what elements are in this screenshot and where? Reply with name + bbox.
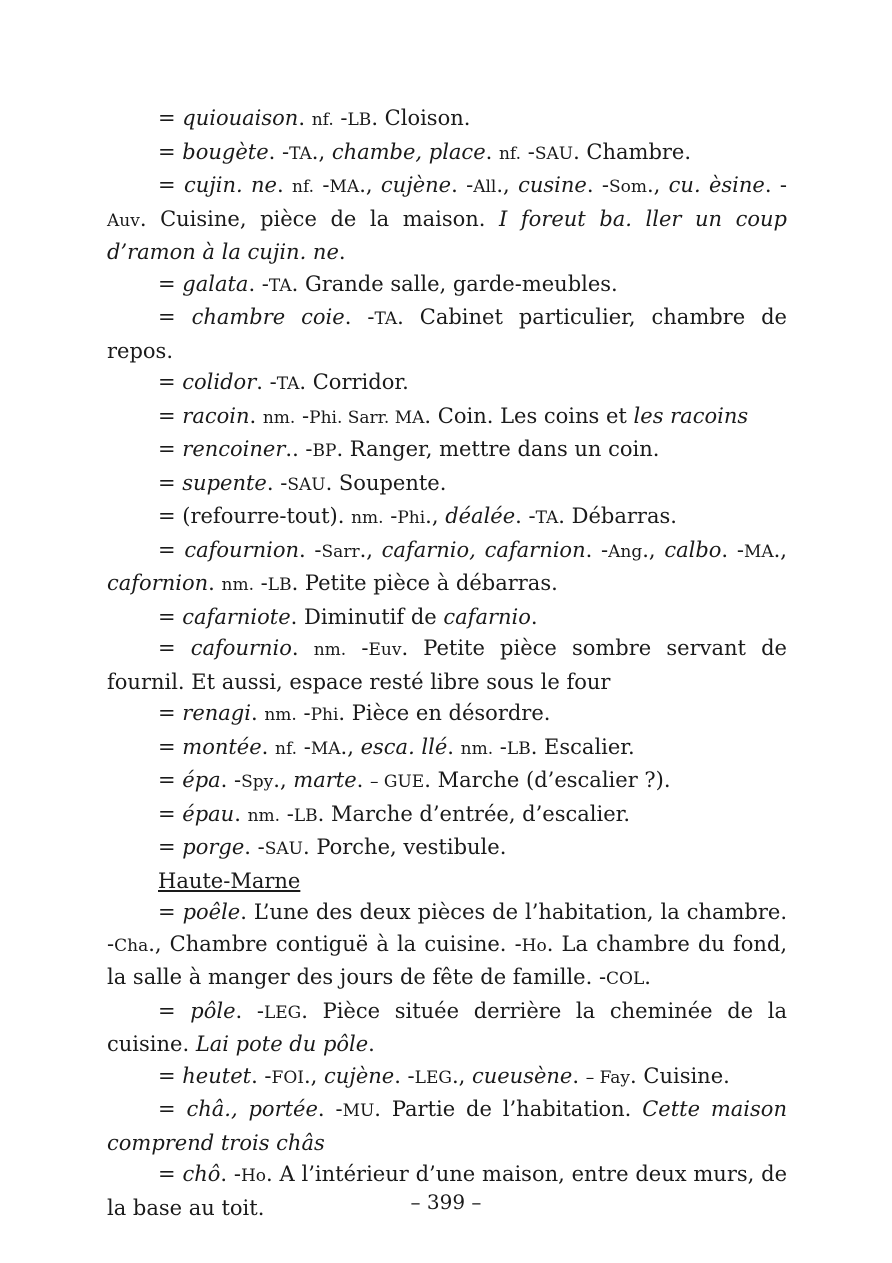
entry-text: - <box>383 504 398 528</box>
dictionary-entry <box>107 434 787 468</box>
entry-text: . - <box>235 998 264 1023</box>
document-body <box>107 103 787 1224</box>
entry-text: . Pièce située derrière la cheminée de la cuisine. <box>107 998 787 1056</box>
entry-text: . - <box>451 173 474 197</box>
entry-text: . <box>338 240 346 264</box>
abbreviation: FOI <box>271 1067 304 1088</box>
entry-text: = <box>158 537 185 562</box>
italic-term: marte <box>293 768 357 792</box>
abbreviation: Euv <box>368 640 402 660</box>
entry-text: = <box>158 604 183 629</box>
abbreviation: nf. <box>498 143 522 164</box>
entry-text: . <box>572 1063 586 1088</box>
entry-text: . - <box>248 271 269 296</box>
entry-text: . <box>249 403 263 428</box>
abbreviation: TA <box>268 275 292 296</box>
dictionary-entry <box>107 468 787 502</box>
abbreviation: LB <box>506 738 531 759</box>
entry-text: . <box>530 604 538 629</box>
entry-text: . Corridor. <box>299 370 409 394</box>
abbreviation: SAU <box>287 474 326 495</box>
page-number: – 399 – <box>410 1190 482 1214</box>
dictionary-entry <box>107 170 787 269</box>
entry-text: . <box>644 965 651 989</box>
italic-term: bougète <box>182 139 269 164</box>
abbreviation: nf. <box>292 177 315 197</box>
dictionary-entry <box>107 367 787 401</box>
entry-text: . - <box>515 504 536 528</box>
abbreviation: – Fay <box>585 1067 631 1088</box>
entry-text: . <box>485 139 499 164</box>
italic-term: poêle <box>182 900 241 924</box>
dictionary-entry <box>107 799 787 833</box>
entry-text: . - <box>299 537 322 562</box>
dictionary-entry <box>107 1061 787 1095</box>
entry-text: - <box>297 734 311 759</box>
entry-text: . - <box>244 835 265 859</box>
dictionary-entry <box>107 602 787 634</box>
italic-term: chô <box>182 1162 221 1186</box>
italic-term: cueusène <box>471 1063 573 1088</box>
abbreviation: nf. <box>311 110 334 130</box>
entry-text: . Escalier. <box>530 734 635 759</box>
italic-term: quiouaison <box>182 106 299 130</box>
italic-term: cafarnio, cafarnion <box>381 537 586 562</box>
entry-text: ., <box>496 173 519 197</box>
entry-text: ., <box>773 537 787 562</box>
entry-text: ., <box>425 504 446 528</box>
entry-text: . - <box>344 305 375 329</box>
italic-term: cu. èsine <box>668 173 765 197</box>
italic-term: galata <box>182 271 249 296</box>
entry-text: . <box>234 801 248 826</box>
entry-text: = <box>158 998 191 1023</box>
abbreviation: MA <box>310 738 341 759</box>
entry-text: . Diminutif de <box>290 604 444 629</box>
abbreviation: TA <box>374 309 398 329</box>
entry-text: = <box>158 701 183 725</box>
entry-text: = <box>158 1097 187 1121</box>
entry-text: . - <box>251 1063 272 1088</box>
entry-text: . L’une des deux pièces de l’habitation, la chambre. - <box>107 900 788 956</box>
entry-text: ., <box>642 537 665 562</box>
entry-text: - <box>296 701 311 725</box>
entry-text: ., <box>646 173 669 197</box>
abbreviation: All <box>473 177 497 197</box>
abbreviation: Phi. Sarr. MA <box>309 407 425 428</box>
dictionary-entry <box>107 996 787 1061</box>
italic-term: cujène <box>380 173 452 197</box>
entry-text: - <box>280 801 294 826</box>
entry-text: . Partie de l’habitation. <box>374 1097 643 1121</box>
abbreviation: TA <box>276 374 300 394</box>
abbreviation: Phi <box>310 705 339 725</box>
entry-text: ., <box>340 734 361 759</box>
abbreviation: MA <box>329 177 360 197</box>
entry-text: . - <box>586 173 609 197</box>
abbreviation: Spy <box>241 772 274 792</box>
italic-term: les racoins <box>633 403 749 428</box>
italic-term: calbo <box>664 537 722 562</box>
entry-text: = <box>158 370 183 394</box>
italic-term: épa <box>182 768 221 792</box>
italic-term: châ., portée <box>186 1097 318 1121</box>
entry-text: . - <box>220 1162 241 1186</box>
entry-text: = <box>158 403 183 428</box>
entry-text: . <box>276 173 293 197</box>
entry-text: = <box>158 173 184 197</box>
abbreviation: Cha <box>114 935 149 956</box>
entry-text: . - <box>220 768 242 792</box>
entry-text: = <box>158 139 183 164</box>
entry-text: . - <box>585 537 609 562</box>
abbreviation: – GUE <box>370 772 425 792</box>
entry-text: - <box>346 636 369 660</box>
abbreviation: Ho <box>521 935 547 956</box>
entry-text: . - <box>764 173 787 197</box>
dictionary-entry <box>107 1094 787 1159</box>
entry-text: ., <box>359 537 382 562</box>
abbreviation: MA <box>743 541 774 562</box>
dictionary-entry <box>107 832 787 866</box>
abbreviation: SAU <box>534 143 574 164</box>
entry-text: ., <box>311 139 332 164</box>
italic-term: supente <box>182 470 267 495</box>
entry-text: . <box>250 701 265 725</box>
abbreviation: Ho <box>240 1166 267 1186</box>
abbreviation: nm. <box>460 738 494 759</box>
entry-text: - <box>521 139 535 164</box>
dictionary-entry <box>107 897 787 996</box>
entry-text: ., <box>303 1063 325 1088</box>
dictionary-entry <box>107 732 787 766</box>
entry-text: . La chambre du fond, la salle à manger des jours de fête de famille. - <box>107 931 788 989</box>
italic-term: cafarniote <box>182 604 291 629</box>
abbreviation: nm. <box>313 640 347 660</box>
entry-text: . Petite pièce à débarras. <box>291 571 558 595</box>
entry-text: ., <box>451 1063 472 1088</box>
entry-text: . Soupente. <box>325 470 447 495</box>
abbreviation: BP <box>312 441 337 461</box>
entry-text: . Marche (d’escalier ?). <box>424 768 671 792</box>
entry-text: = <box>158 900 183 924</box>
entry-text: . Porche, vestibule. <box>302 835 507 859</box>
entry-text: . <box>291 636 314 660</box>
entry-text: ., Chambre contiguë à la cuisine. - <box>148 931 522 956</box>
entry-text: - <box>314 173 330 197</box>
italic-term: déalée <box>445 504 516 528</box>
italic-term: esca. llé <box>360 734 448 759</box>
italic-term: cafournion <box>184 537 300 562</box>
entry-text: . <box>368 1032 375 1056</box>
entry-text: = <box>158 437 183 461</box>
entry-text: .. - <box>285 437 313 461</box>
entry-text: = (refourre-tout). <box>158 504 352 528</box>
italic-term: épau <box>182 801 235 826</box>
abbreviation: nm. <box>264 705 297 725</box>
entry-text: . A l’intérieur d’une maison, entre deux murs, de la base au toit. <box>107 1162 788 1220</box>
dictionary-entry <box>107 698 787 732</box>
abbreviation: MU <box>342 1101 375 1121</box>
italic-term: cafornion <box>107 571 209 595</box>
dictionary-entry <box>107 103 787 137</box>
entry-text: . Chambre. <box>573 139 692 164</box>
entry-text: . <box>298 106 312 130</box>
abbreviation: Ang <box>608 541 643 562</box>
abbreviation: TA <box>535 508 559 528</box>
abbreviation: Auv <box>107 210 140 231</box>
italic-term: chambe, place <box>331 139 486 164</box>
italic-term: cafarnio <box>443 604 531 629</box>
dictionary-entry <box>107 401 787 435</box>
abbreviation: nm. <box>221 575 254 595</box>
italic-term: Cette maison comprend trois châs <box>107 1097 787 1155</box>
entry-text: . - <box>266 470 288 495</box>
italic-term: racoin <box>182 403 250 428</box>
section-heading: Haute-Marne <box>158 868 301 893</box>
entry-text: . <box>356 768 370 792</box>
dictionary-entry <box>107 765 787 799</box>
entry-text: . Cloison. <box>371 106 471 130</box>
italic-term: pôle <box>190 998 236 1023</box>
entry-text: = <box>158 470 183 495</box>
abbreviation: nf. <box>275 738 298 759</box>
entry-text: . Cuisine. <box>630 1063 730 1088</box>
abbreviation: Sarr <box>321 541 360 562</box>
dictionary-entry <box>107 535 787 602</box>
entry-text: - <box>333 106 348 130</box>
entry-text: = <box>158 768 183 792</box>
entry-text: . Marche d’entrée, d’escalier. <box>317 801 631 826</box>
entry-text: = <box>158 801 183 826</box>
dictionary-entry <box>107 269 787 303</box>
entry-text: ., <box>359 173 381 197</box>
entry-text: = <box>158 1162 183 1186</box>
entry-text: - <box>493 734 507 759</box>
abbreviation: LEG <box>414 1067 452 1088</box>
entry-text: - <box>295 403 310 428</box>
abbreviation: LB <box>293 805 318 826</box>
italic-term: colidor <box>182 370 257 394</box>
abbreviation: Phi <box>397 508 426 528</box>
abbreviation: COL <box>606 969 645 989</box>
entry-text: . Grande salle, garde-meubles. <box>291 271 618 296</box>
italic-term: renagi <box>182 701 251 725</box>
entry-text: . - <box>394 1063 415 1088</box>
dictionary-entry <box>107 501 787 535</box>
entry-text: . Coin. Les coins et <box>424 403 634 428</box>
italic-term: heutet <box>182 1063 252 1088</box>
entry-text: ., <box>273 768 294 792</box>
abbreviation: nm. <box>351 508 384 528</box>
entry-text: . <box>208 571 222 595</box>
entry-text: = <box>158 734 183 759</box>
entry-text: . Cuisine, pièce de la maison. <box>139 206 500 231</box>
abbreviation: nm. <box>247 805 281 826</box>
abbreviation: LB <box>347 110 372 130</box>
entry-text: . <box>261 734 276 759</box>
entry-text: . - <box>317 1097 343 1121</box>
dictionary-entry <box>107 137 787 171</box>
abbreviation: nm. <box>262 407 296 428</box>
italic-term: Lai pote du pôle <box>195 1032 369 1056</box>
italic-term: cusine <box>518 173 587 197</box>
abbreviation: Som <box>608 177 647 197</box>
entry-text: . Petite pièce sombre servant de fournil. Et aussi, espace resté libre sous le four <box>107 636 787 694</box>
entry-text: = <box>158 835 183 859</box>
entry-text: . <box>447 734 461 759</box>
abbreviation: TA <box>289 143 312 164</box>
entry-text: = <box>158 636 191 660</box>
entry-text: - <box>254 571 268 595</box>
dictionary-entry <box>107 302 787 367</box>
abbreviation: LEG <box>263 1002 302 1023</box>
italic-term: porge <box>182 835 245 859</box>
italic-term: cafournio <box>190 636 292 660</box>
entry-text: . Débarras. <box>558 504 677 528</box>
entry-text: = <box>158 305 192 329</box>
italic-term: cujène <box>324 1063 395 1088</box>
italic-term: montée <box>182 734 262 759</box>
entry-text: . - <box>268 139 290 164</box>
entry-text: = <box>158 271 183 296</box>
italic-term: I foreut ba. ller un coup d’ramon à la cujin. ne <box>107 206 787 264</box>
entry-text: = <box>158 1063 183 1088</box>
entry-text: . Pièce en désordre. <box>338 701 551 725</box>
abbreviation: LB <box>267 575 292 595</box>
entry-text: . Cabinet particulier, chambre de repos. <box>107 305 787 363</box>
italic-term: chambre coie <box>191 305 345 329</box>
italic-term: rencoiner <box>182 437 286 461</box>
entry-text: . - <box>256 370 277 394</box>
dictionary-entry <box>107 633 787 698</box>
entry-text: . Ranger, mettre dans un coin. <box>336 437 660 461</box>
entry-text: . - <box>721 537 744 562</box>
abbreviation: SAU <box>264 839 303 859</box>
italic-term: cujin. ne <box>183 173 277 197</box>
entry-text: = <box>158 106 183 130</box>
